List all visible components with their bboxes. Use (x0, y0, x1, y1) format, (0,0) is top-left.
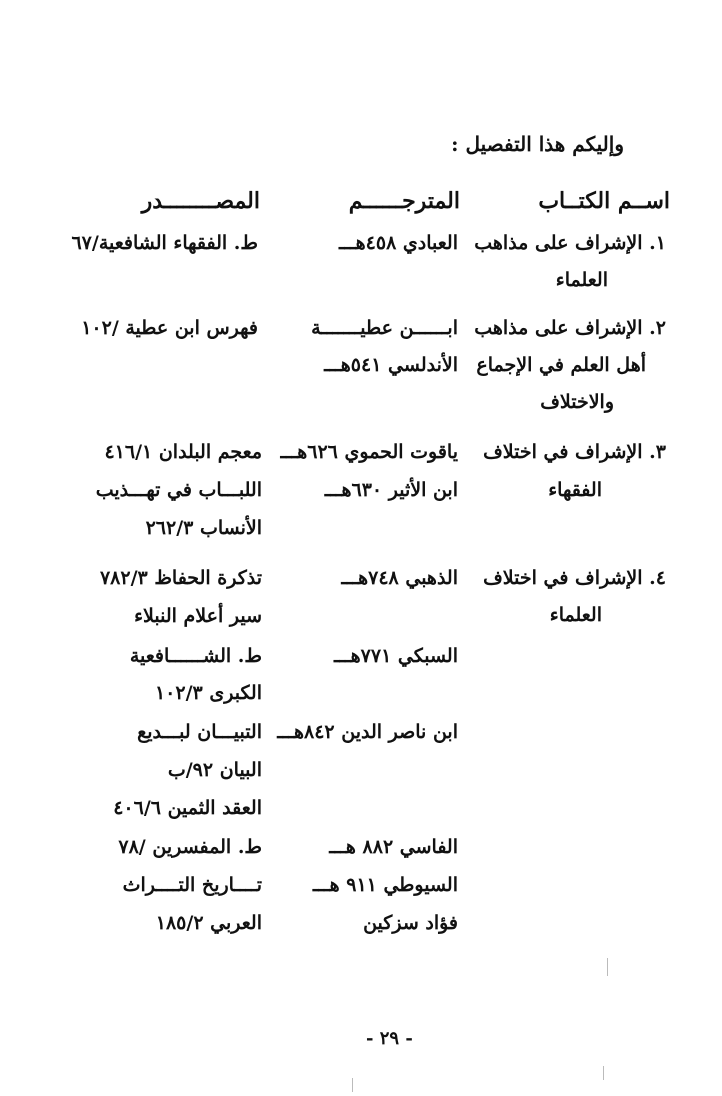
scan-mark (352, 1078, 353, 1092)
row2-book-line1: ٢. الإشراف على مذاهب (474, 317, 666, 339)
row4-source-line5: التبيـــان لبـــديع (137, 721, 262, 743)
row4-source-line6: البيان ٩٢/ب (167, 759, 262, 781)
row4-source-line9: تــــاريخ التــــراث (122, 874, 262, 896)
row1-book-line1: ١. الإشراف على مذاهب (474, 232, 666, 254)
row2-book-line2: أهل العلم في الإجماع (476, 354, 646, 376)
page-number: - ٢٩ - (366, 1028, 413, 1049)
row4-source-line1: تذكرة الحفاظ ٧٨٢/٣ (99, 567, 262, 589)
row4-author-line2: السبكي ٧٧١هـــ (333, 645, 458, 667)
row1-book-line2: العلماء (555, 269, 608, 291)
row4-author-line5: السيوطي ٩١١ هـــ (312, 874, 458, 896)
intro-text: وإليكم هذا التفصيل : (451, 132, 624, 156)
row3-source-line2: اللبـــاب في تهـــذيب (95, 479, 262, 501)
row3-author-line2: ابن الأثير ٦٣٠هـــ (324, 479, 458, 501)
row3-author-line1: ياقوت الحموي ٦٢٦هـــ (280, 441, 458, 463)
row4-source-line7: العقد الثمين ٤٠٦/٦ (113, 797, 262, 819)
row4-author-line4: الفاسي ٨٨٢ هـــ (329, 836, 458, 858)
header-source: المصــــــــدر (141, 188, 260, 214)
row4-source-line10: العربي ١٨٥/٢ (155, 912, 262, 934)
row3-source-line3: الأنساب ٢٦٢/٣ (145, 517, 262, 539)
row4-source-line3: ط. الشــــــافعية (129, 645, 262, 667)
row2-author-line1: ابــــــن عطيـــــــة (311, 317, 458, 339)
row2-author-line2: الأندلسي ٥٤١هـــ (324, 354, 458, 376)
row4-book-line2: العلماء (549, 604, 602, 626)
row4-source-line4: الكبرى ١٠٢/٣ (154, 682, 262, 704)
row4-author-line3: ابن ناصر الدين ٨٤٢هـــ (277, 721, 458, 743)
row3-source-line1: معجم البلدان ٤١٦/١ (104, 441, 262, 463)
scan-mark (607, 958, 608, 976)
row4-source-line8: ط. المفسرين /٧٨ (118, 836, 262, 858)
header-author: المترجــــــم (348, 188, 460, 214)
row4-book-line1: ٤. الإشراف في اختلاف (483, 567, 666, 589)
row3-book-line2: الفقهاء (548, 479, 602, 501)
row4-author-line6: فؤاد سزكين (363, 912, 458, 934)
row4-author-line1: الذهبي ٧٤٨هـــ (341, 567, 458, 589)
scan-mark (603, 1066, 604, 1080)
row2-source-line1: فهرس ابن عطية /١٠٢ (81, 317, 258, 339)
header-book: اســم الكتــاب (538, 188, 670, 214)
row4-source-line2: سير أعلام النبلاء (134, 605, 262, 627)
row1-author-line1: العبادي ٤٥٨هـــ (338, 232, 458, 254)
row1-source-line1: ط. الفقهاء الشافعية/٦٧ (71, 232, 258, 254)
row2-book-line3: والاختلاف (540, 391, 614, 413)
row3-book-line1: ٣. الإشراف في اختلاف (483, 441, 666, 463)
